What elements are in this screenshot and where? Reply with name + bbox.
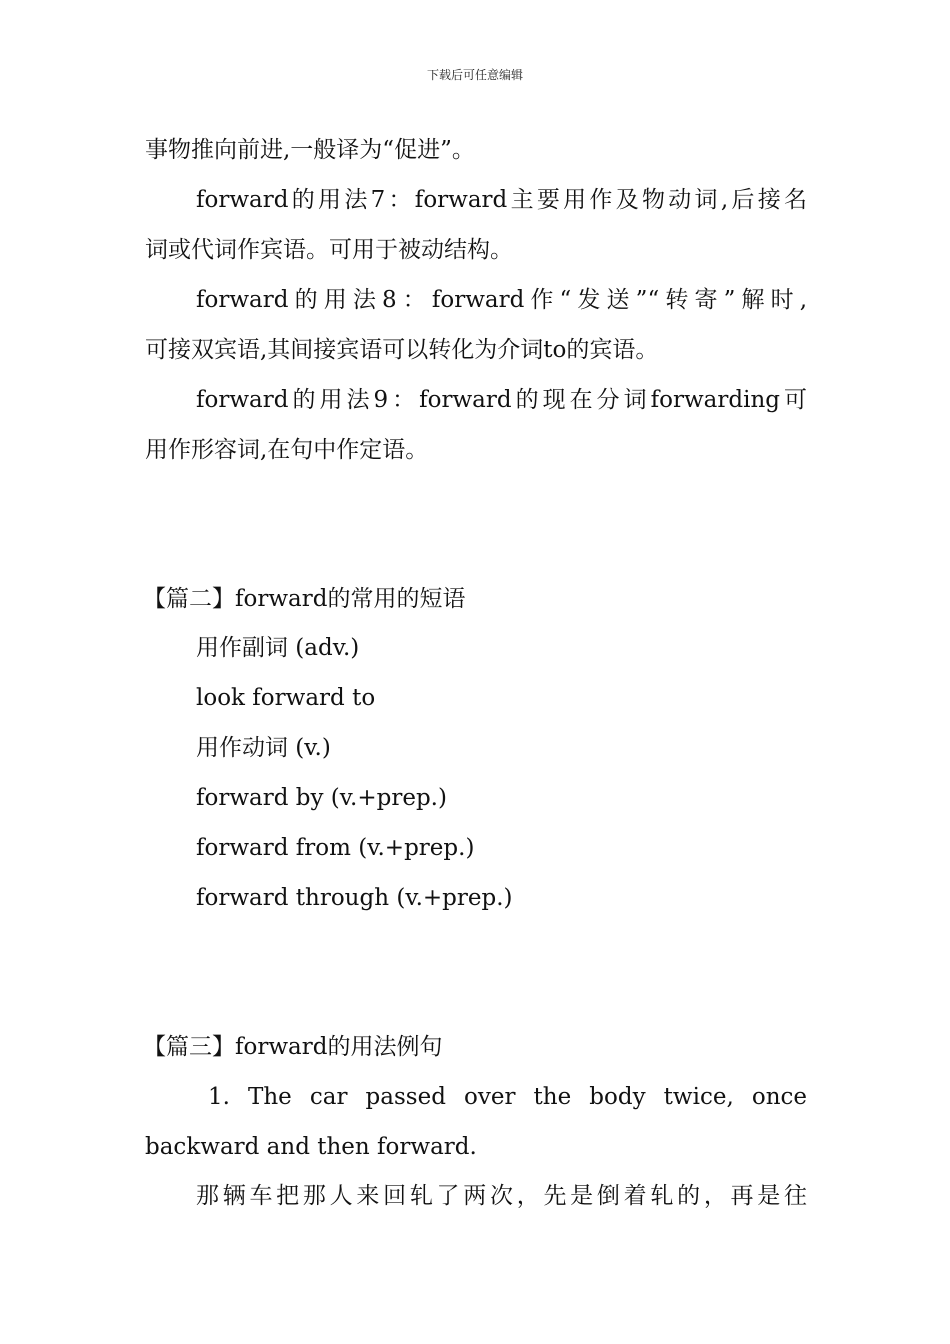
section-3-heading: 【篇三】forward的用法例句 — [143, 1034, 443, 1060]
phrase-item: look forward to — [196, 685, 376, 711]
usage-7-line-1: forward的用法7：forward主要用作及物动词,后接名 — [196, 187, 807, 213]
usage-9-line-2: 用作形容词,在句中作定语。 — [145, 437, 429, 463]
paragraph-continuation: 事物推向前进,一般译为“促进”。 — [145, 137, 475, 163]
usage-7-line-2: 词或代词作宾语。可用于被动结构。 — [145, 237, 513, 263]
phrase-item: forward through (v.+prep.) — [196, 885, 513, 911]
section-2-heading: 【篇二】forward的常用的短语 — [143, 586, 466, 612]
example-1-line-1: 1. The car passed over the body twice, once — [208, 1084, 807, 1110]
usage-9-line-1: forward的用法9：forward的现在分词forwarding可 — [196, 387, 807, 413]
example-1-line-2: backward and then forward. — [145, 1134, 477, 1160]
page-header: 下载后可任意编辑 — [426, 68, 523, 82]
usage-8-line-1: forward的用法8：forward作“发送”“转寄”解时, — [196, 287, 807, 313]
phrase-item: forward by (v.+prep.) — [196, 785, 447, 811]
phrase-item: 用作副词 (adv.) — [196, 635, 360, 661]
phrase-item: forward from (v.+prep.) — [196, 835, 475, 861]
usage-8-line-2: 可接双宾语,其间接宾语可以转化为介词to的宾语。 — [145, 337, 659, 363]
example-1-translation: 那辆车把那人来回轧了两次，先是倒着轧的，再是往 — [196, 1183, 807, 1209]
phrase-item: 用作动词 (v.) — [196, 735, 331, 761]
